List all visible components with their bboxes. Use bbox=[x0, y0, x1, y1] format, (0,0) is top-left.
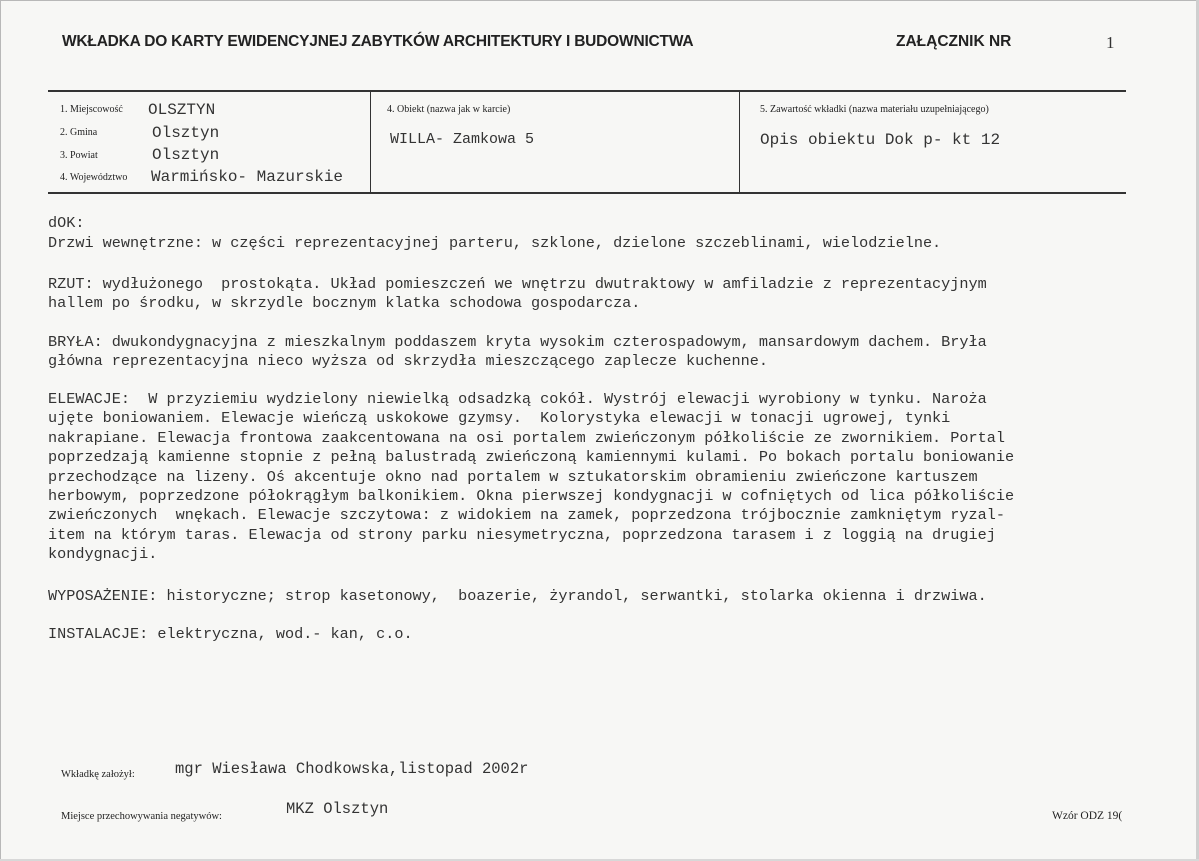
plan-section: RZUT: wydłużonego prostokąta. Układ pomieszczeń we wnętrzu dwutraktowy w amfiladzie z reprezentacyjnym hallem po środku, w skrzydle bocznym klatka schodowa gospodarcza. bbox=[48, 275, 987, 313]
form-code: Wzór ODZ 19( bbox=[1052, 810, 1123, 822]
negatives-label: Miejsce przechowywania negatywów: bbox=[61, 811, 222, 822]
annex-number: 1 bbox=[1106, 33, 1115, 52]
district-value: Olsztyn bbox=[152, 146, 220, 164]
divider-2 bbox=[739, 90, 740, 194]
locality-label: 1. Miejscowość bbox=[60, 104, 123, 115]
divider-1 bbox=[370, 90, 371, 194]
form-title: WKŁADKA DO KARTY EWIDENCYJNEJ ZABYTKÓW ARCHITEKTURY I BUDOWNICTWA bbox=[62, 33, 694, 50]
voivodeship-value: Warmińsko- Mazurskie bbox=[151, 168, 344, 186]
furnishings-section: WYPOSAŻENIE: historyczne; strop kasetonowy, boazerie, żyrandol, serwantki, stolarka okienna i drzwiwa. bbox=[48, 587, 987, 605]
negatives-value: MKZ Olsztyn bbox=[286, 800, 389, 818]
massing-section: BRYŁA: dwukondygnacyjna z mieszkalnym poddaszem kryta wysokim czterospadowym, mansardowym dachem. Bryła główna reprezentacyjna nieco wyższa od skrzydła mieszczącego zaplecze kuchenne. bbox=[48, 333, 987, 371]
contents-label: 5. Zawartość wkładki (nazwa materiału uzupełniającego) bbox=[760, 104, 989, 115]
doors-heading: dOK: bbox=[48, 214, 85, 232]
locality-value: OLSZTYN bbox=[148, 101, 216, 119]
elevations-section: ELEWACJE: W przyziemiu wydzielony niewielką odsadzką cokół. Wystrój elewacji wyrobiony w tynku. Naroża ujęte boniowaniem. Elewacje wieńczą uskokowe gzymsy. Kolorystyka elewacji w tonacji ugrowej, tynki nakrapiane. Elewacja frontowa zaakcentowana na osi portalem zwieńczonym półkoliście ze zwornikiem. Portal poprzedzają kamienne stopnie z pełną balustradą zwieńczoną kamiennymi kulami. Po bokach portalu boniowanie przechodzące na lizeny. Oś akcentuje okno nad portalem w sztukatorskim obramieniu zwieńczone kartuszem herbowym, poprzedzone półokrągłym balkonikiem. Okna pierwszej kondygnacji w cofniętych od lica półkoliście zwieńczonych wnękach. Elewacje szczytowa: z widokiem na zamek, poprzedzona trójbocznie zamkniętym ryzal- item na którym taras. Elewacja od strony parku niesymetryczna, poprzedzona tarasem i z loggią na drugiej kondygnacji. bbox=[48, 390, 1015, 564]
doors-text: Drzwi wewnętrzne: w części reprezentacyjnej parteru, szklone, dzielone szczeblinami, wielodzielne. bbox=[48, 234, 942, 252]
annex-label: ZAŁĄCZNIK NR bbox=[896, 33, 1012, 50]
contents-value: Opis obiektu Dok p- kt 12 bbox=[760, 131, 1001, 149]
commune-label: 2. Gmina bbox=[60, 127, 98, 138]
top-rule bbox=[48, 90, 1126, 92]
district-label: 3. Powiat bbox=[60, 150, 98, 161]
author-label: Wkładkę założył: bbox=[61, 769, 135, 780]
installations-section: INSTALACJE: elektryczna, wod.- kan, c.o. bbox=[48, 625, 413, 643]
commune-value: Olsztyn bbox=[152, 124, 220, 142]
object-value: WILLA- Zamkowa 5 bbox=[390, 131, 535, 148]
bottom-rule bbox=[48, 192, 1126, 194]
author-value: mgr Wiesława Chodkowska,listopad 2002r bbox=[175, 760, 529, 778]
voivodeship-label: 4. Województwo bbox=[60, 172, 128, 183]
object-label: 4. Obiekt (nazwa jak w karcie) bbox=[387, 104, 511, 115]
